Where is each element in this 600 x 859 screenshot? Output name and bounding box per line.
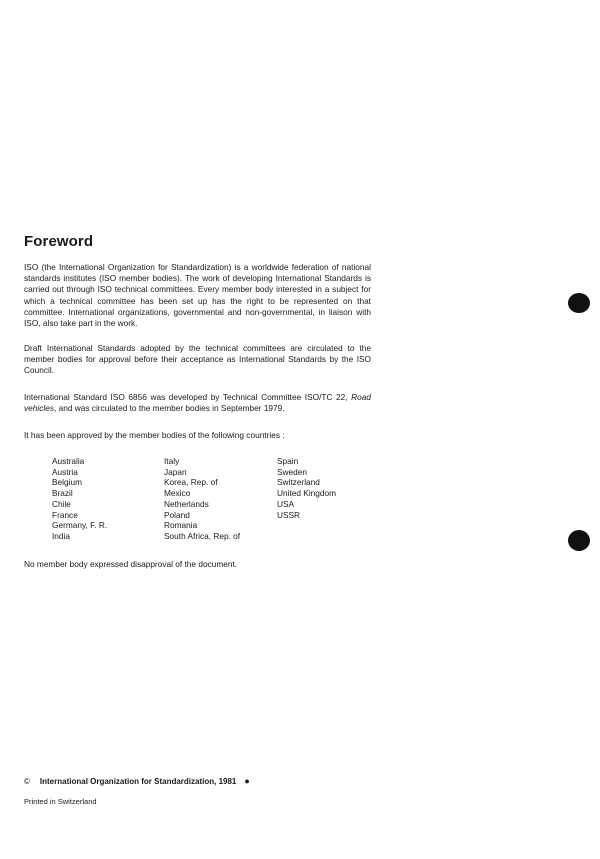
country-item: Japan [164, 466, 187, 477]
country-item: Korea, Rep. of [164, 477, 218, 488]
paragraph-no-disapproval: No member body expressed disapproval of the document. [24, 559, 238, 569]
country-item: South Africa, Rep. of [164, 530, 241, 541]
country-column-3 [277, 456, 397, 520]
punch-hole-mark [568, 293, 590, 313]
country-item: Chile [52, 498, 71, 509]
country-column-2 [164, 456, 284, 542]
country-item: Poland [164, 509, 190, 520]
paragraph-draft-standards: Draft International Standards adopted by the technical committees are circulated to the member bodies for approval before their acceptance as International Standards by the ISO Council. [24, 343, 371, 376]
paragraph-standard-origin-end: , and was circulated to the member bodies in September 1979. [53, 403, 285, 414]
country-item: Switzerland [277, 477, 320, 488]
page-title: Foreword [24, 233, 94, 250]
paragraph-standard-origin-start: International Standard ISO 6856 was developed by Technical Committee ISO/TC 22, [24, 392, 352, 402]
country-item: Mexico [164, 488, 191, 499]
country-item: Australia [52, 456, 85, 466]
committee-name: Road vehicles [24, 392, 371, 414]
country-item: United Kingdom [277, 488, 337, 499]
country-item: USSR [277, 509, 301, 520]
copyright-icon: © [24, 777, 30, 786]
country-item: India [52, 530, 70, 541]
printed-location: Printed in Switzerland [24, 797, 97, 806]
copyright-text: International Organization for Standardization, 1981 [39, 777, 237, 786]
country-item: USA [277, 498, 295, 509]
punch-hole-mark [568, 530, 590, 551]
country-item: France [52, 509, 78, 520]
paragraph-standard-origin [24, 392, 371, 414]
country-item: Romania [164, 520, 198, 531]
country-item: Spain [277, 456, 299, 466]
country-item: Netherlands [164, 498, 209, 509]
paragraph-approval-intro: It has been approved by the member bodies of the following countries : [24, 430, 285, 440]
bullet-icon: ● [244, 776, 250, 786]
country-item: Italy [164, 456, 180, 466]
country-item: Austria [52, 466, 78, 477]
paragraph-iso-description: ISO (the International Organization for Standardization) is a worldwide federation of national standards institutes (ISO member bodies). The work of developing International Standards is carried out through ISO technical committees. Every member body interested in a subject for which a technical committee has been set up has the right to be represented on that committee. International organizations, governmental and non-governmental, in liaison with ISO, also take part in the work. [24, 262, 371, 329]
country-item: Germany, F. R. [52, 520, 108, 531]
country-item: Belgium [52, 477, 82, 488]
country-column-1 [52, 456, 172, 542]
country-item: Sweden [277, 466, 307, 477]
copyright-line [24, 776, 250, 786]
country-item: Brazil [52, 488, 73, 499]
